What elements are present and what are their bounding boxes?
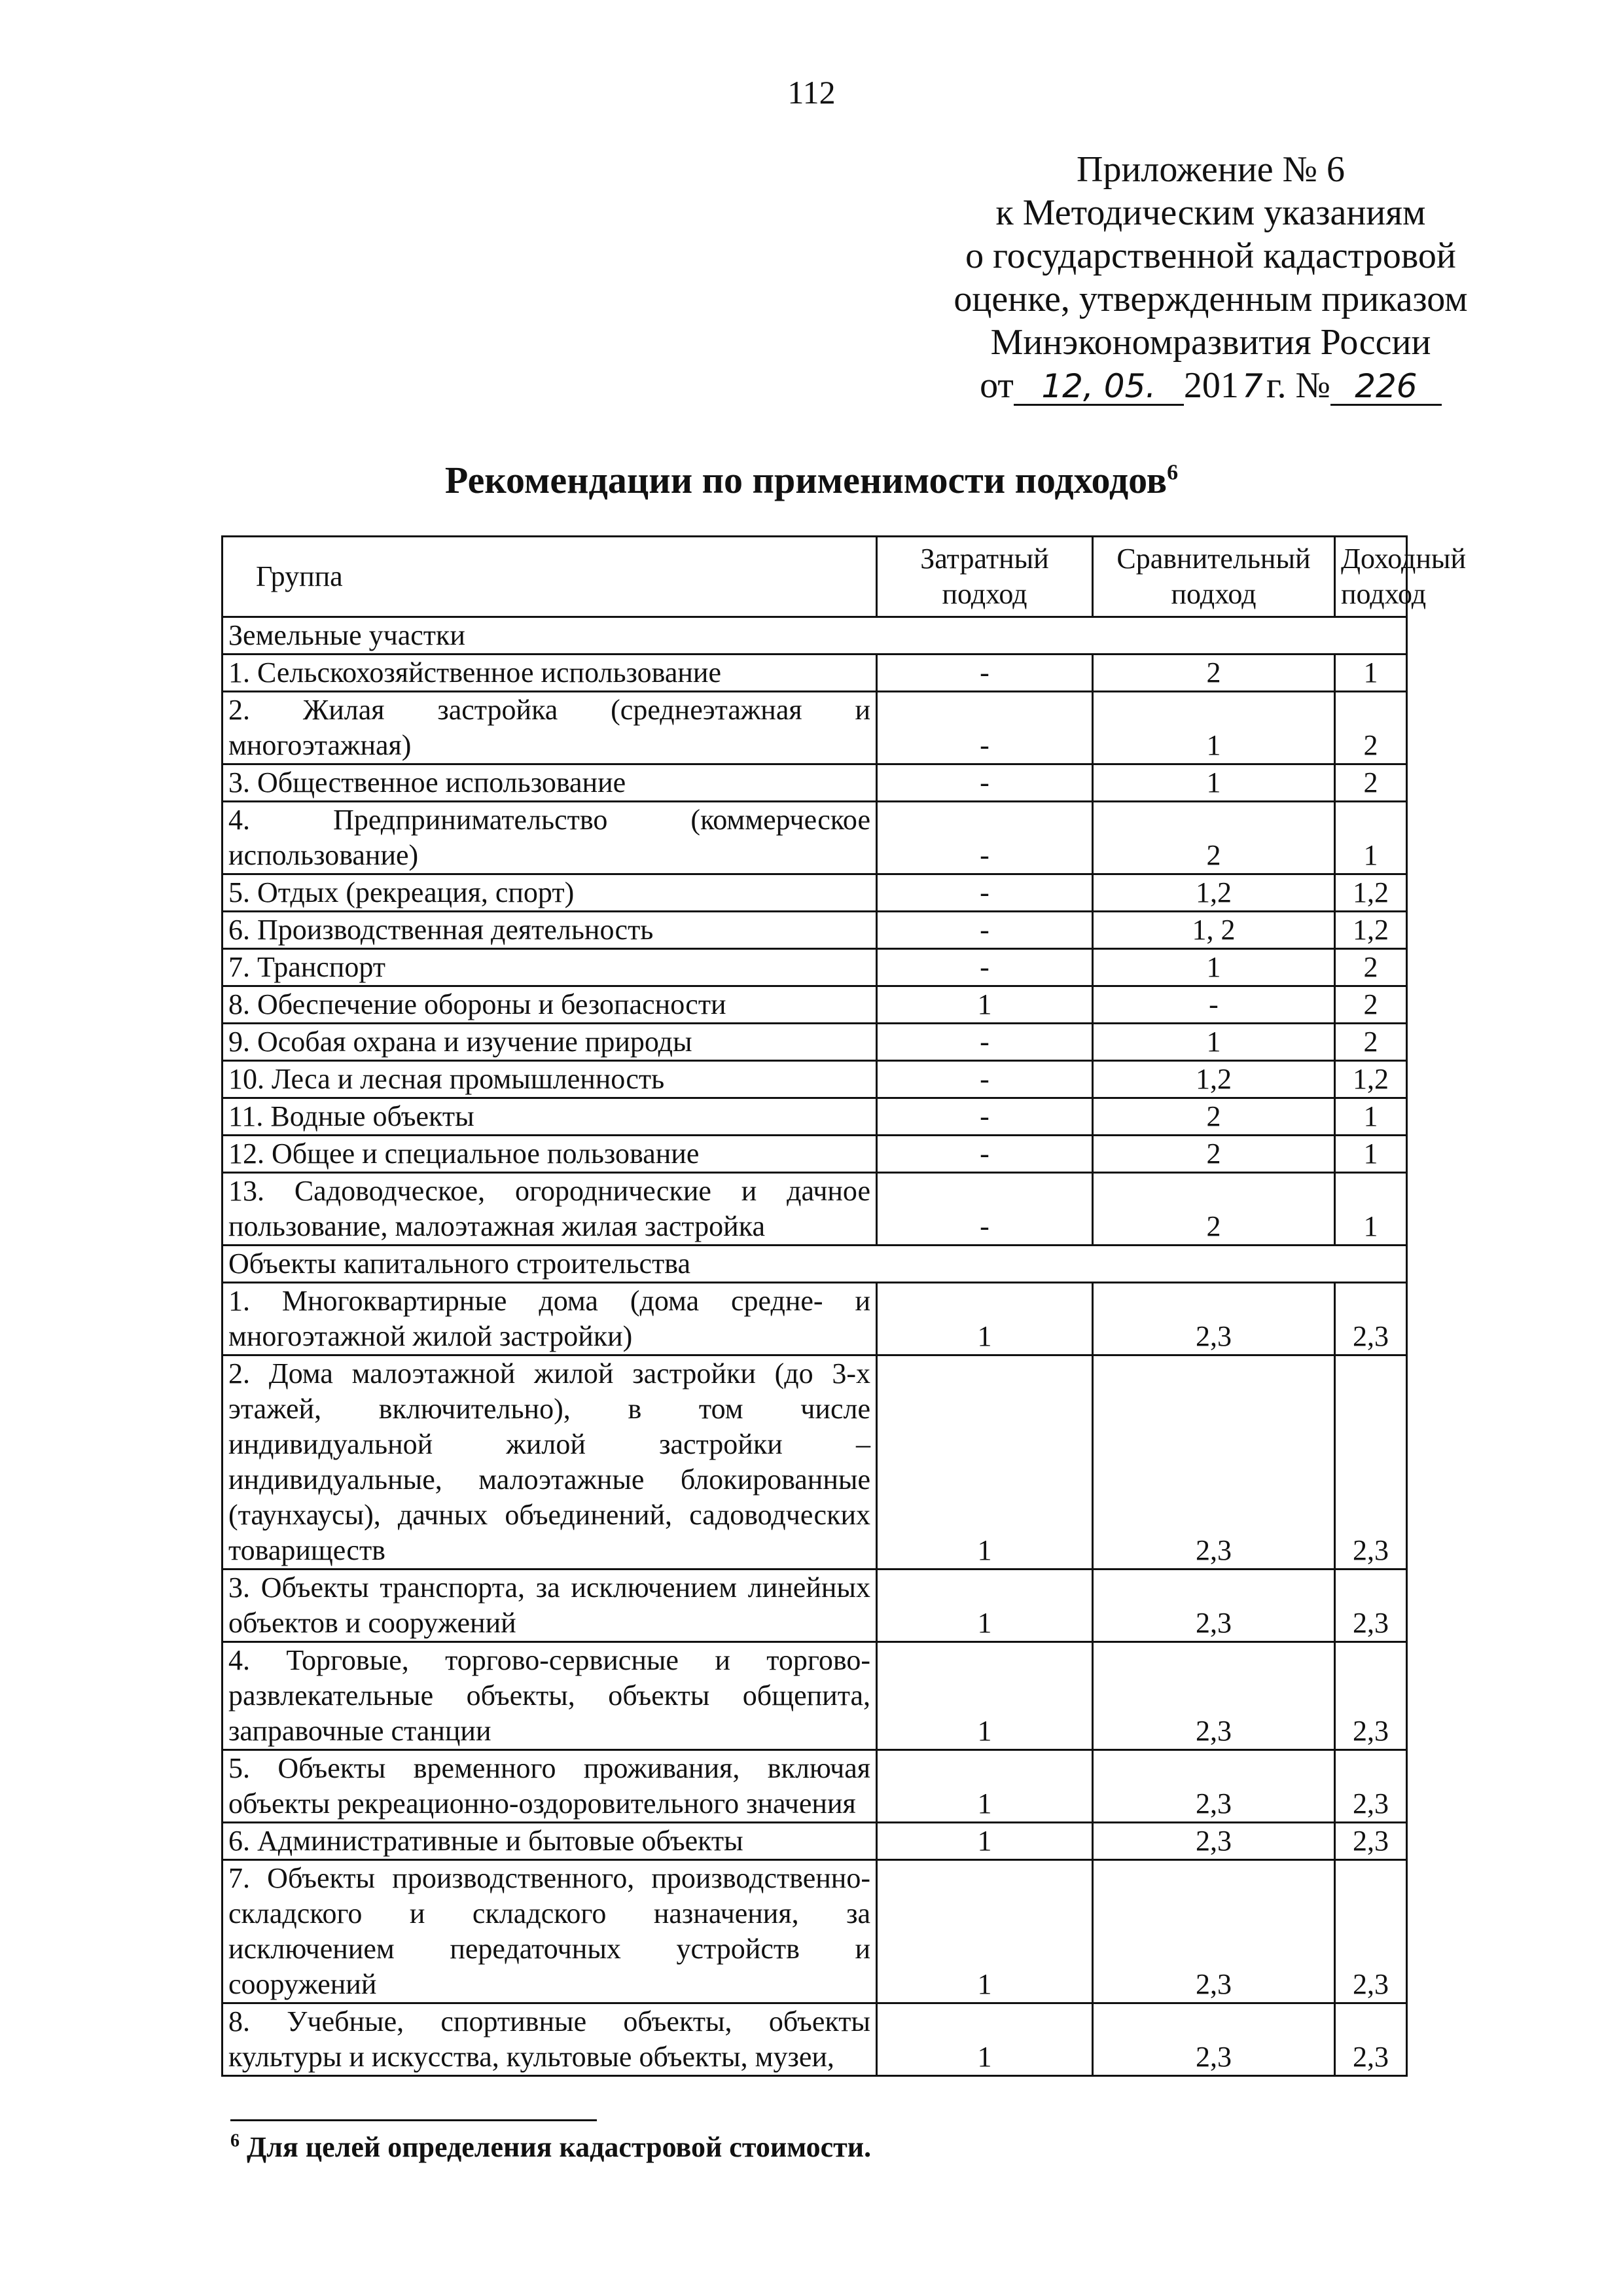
row-comparative-cell: 2,3: [1093, 1750, 1335, 1823]
handwritten-date: 12, 05.: [1014, 368, 1184, 406]
row-cost-cell: 1: [877, 1570, 1093, 1642]
table-row: [223, 1823, 1407, 1860]
row-cost-cell: -: [877, 1098, 1093, 1136]
table-row: [223, 2003, 1407, 2076]
row-cost-cell: -: [877, 912, 1093, 949]
appendix-line: Приложение № 6: [1077, 149, 1345, 190]
row-comparative-cell: 2,3: [1093, 1642, 1335, 1750]
row-comparative-cell: 2,3: [1093, 2003, 1335, 2076]
row-cost-cell: -: [877, 1136, 1093, 1173]
row-income-cell: 2: [1335, 1024, 1407, 1061]
footnote-divider: [230, 2119, 597, 2121]
footnote-text: Для целей определения кадастровой стоимости.: [247, 2131, 872, 2163]
row-cost-cell: -: [877, 949, 1093, 986]
row-income-cell: 1,2: [1335, 874, 1407, 912]
year-suffix: г. №: [1266, 365, 1330, 406]
table-row: [223, 1024, 1407, 1061]
table-row: [223, 764, 1407, 802]
table-header-row: [223, 537, 1407, 617]
row-comparative-cell: 1,2: [1093, 874, 1335, 912]
handwritten-year-digit: 7: [1241, 367, 1263, 405]
table-row: [223, 1642, 1407, 1750]
table-row: [223, 1061, 1407, 1098]
row-income-cell: 2: [1335, 986, 1407, 1024]
row-comparative-cell: -: [1093, 986, 1335, 1024]
row-cost-cell: -: [877, 1173, 1093, 1246]
row-income-cell: 2,3: [1335, 1823, 1407, 1860]
title-footnote-mark: 6: [1167, 460, 1179, 485]
section-row: [223, 1246, 1407, 1283]
row-cost-cell: -: [877, 874, 1093, 912]
row-comparative-cell: 2,3: [1093, 1355, 1335, 1570]
row-income-cell: 2,3: [1335, 1570, 1407, 1642]
table-row: [223, 1355, 1407, 1570]
row-income-cell: 2,3: [1335, 1642, 1407, 1750]
section-title: Объекты капитального строительства: [223, 1246, 1407, 1283]
row-group-cell: 5. Объекты временного проживания, включая объекты рекреационно-оздоровительного значения: [223, 1750, 877, 1823]
row-group-cell: 6. Производственная деятельность: [223, 912, 877, 949]
row-income-cell: 2: [1335, 692, 1407, 764]
row-comparative-cell: 1: [1093, 1024, 1335, 1061]
row-group-cell: 2. Жилая застройка (среднеэтажная и многоэтажная): [223, 692, 877, 764]
row-income-cell: 1,2: [1335, 1061, 1407, 1098]
row-income-cell: 2,3: [1335, 2003, 1407, 2076]
row-comparative-cell: 2,3: [1093, 1283, 1335, 1355]
row-cost-cell: 1: [877, 1823, 1093, 1860]
table-row: [223, 1570, 1407, 1642]
header-comparative-approach: Сравнительный подход: [1093, 537, 1335, 617]
row-cost-cell: -: [877, 692, 1093, 764]
appendix-block: [877, 148, 1544, 407]
row-income-cell: 2,3: [1335, 1283, 1407, 1355]
appendix-line: о государственной кадастровой: [965, 236, 1456, 276]
row-group-cell: 8. Учебные, спортивные объекты, объекты культуры и искусства, культовые объекты, музеи,: [223, 2003, 877, 2076]
table-row: [223, 692, 1407, 764]
row-income-cell: 2,3: [1335, 1355, 1407, 1570]
row-income-cell: 2,3: [1335, 1860, 1407, 2003]
order-date-line: [877, 364, 1544, 407]
row-group-cell: 4. Предпринимательство (коммерческое использование): [223, 802, 877, 874]
row-group-cell: 1. Многоквартирные дома (дома средне- и многоэтажной жилой застройки): [223, 1283, 877, 1355]
row-group-cell: 3. Общественное использование: [223, 764, 877, 802]
footnote: [230, 2130, 871, 2164]
row-comparative-cell: 2,3: [1093, 1860, 1335, 2003]
row-income-cell: 1: [1335, 1173, 1407, 1246]
header-cost-approach: Затратный подход: [877, 537, 1093, 617]
row-group-cell: 3. Объекты транспорта, за исключением линейных объектов и сооружений: [223, 1570, 877, 1642]
row-comparative-cell: 2,3: [1093, 1570, 1335, 1642]
row-comparative-cell: 2: [1093, 1098, 1335, 1136]
table-row: [223, 802, 1407, 874]
row-cost-cell: 1: [877, 1750, 1093, 1823]
row-group-cell: 6. Административные и бытовые объекты: [223, 1823, 877, 1860]
table-row: [223, 874, 1407, 912]
table-row: [223, 1750, 1407, 1823]
row-income-cell: 2: [1335, 764, 1407, 802]
row-comparative-cell: 2: [1093, 1173, 1335, 1246]
appendix-line: оценке, утвержденным приказом: [954, 279, 1468, 319]
date-prefix: от: [980, 365, 1014, 406]
table-row: [223, 1098, 1407, 1136]
row-comparative-cell: 1, 2: [1093, 912, 1335, 949]
year-prefix: 201: [1183, 365, 1239, 406]
row-cost-cell: -: [877, 1024, 1093, 1061]
row-income-cell: 1: [1335, 1136, 1407, 1173]
row-cost-cell: 1: [877, 1860, 1093, 2003]
row-comparative-cell: 1,2: [1093, 1061, 1335, 1098]
row-group-cell: 10. Леса и лесная промышленность: [223, 1061, 877, 1098]
page-number: 112: [787, 74, 836, 111]
appendix-line: Минэкономразвития России: [990, 322, 1431, 363]
document-title: Рекомендации по применимости подходов$^6$: [444, 459, 1179, 501]
table-row: [223, 912, 1407, 949]
row-group-cell: 13. Садоводческое, огороднические и дачное пользование, малоэтажная жилая застройка: [223, 1173, 877, 1246]
section-row: [223, 617, 1407, 655]
table-row: [223, 1860, 1407, 2003]
row-cost-cell: 1: [877, 986, 1093, 1024]
row-comparative-cell: 2: [1093, 655, 1335, 692]
row-comparative-cell: 2: [1093, 1136, 1335, 1173]
table-row: [223, 949, 1407, 986]
row-income-cell: 2: [1335, 949, 1407, 986]
approaches-table: [221, 535, 1467, 2077]
row-group-cell: 8. Обеспечение обороны и безопасности: [223, 986, 877, 1024]
row-group-cell: 1. Сельскохозяйственное использование: [223, 655, 877, 692]
table-row: [223, 986, 1407, 1024]
row-group-cell: 2. Дома малоэтажной жилой застройки (до 3-х этажей, включительно), в том числе индивидуальной жилой застройки – индивидуальные, малоэтажные блокированные (таунхаусы), дачных объединений, садоводческих товариществ: [223, 1355, 877, 1570]
row-cost-cell: -: [877, 655, 1093, 692]
row-cost-cell: -: [877, 764, 1093, 802]
row-cost-cell: 1: [877, 1642, 1093, 1750]
row-comparative-cell: 2: [1093, 802, 1335, 874]
header-group: Группа: [223, 537, 877, 617]
row-group-cell: 5. Отдых (рекреация, спорт): [223, 874, 877, 912]
row-income-cell: 1: [1335, 1098, 1407, 1136]
row-group-cell: 11. Водные объекты: [223, 1098, 877, 1136]
header-income-approach: Доходный подход: [1335, 537, 1407, 617]
row-cost-cell: 1: [877, 1283, 1093, 1355]
row-comparative-cell: 2,3: [1093, 1823, 1335, 1860]
row-comparative-cell: 1: [1093, 692, 1335, 764]
row-income-cell: 2,3: [1335, 1750, 1407, 1823]
row-group-cell: 7. Объекты производственного, производственно-складского и складского назначения, за исключением передаточных устройств и сооружений: [223, 1860, 877, 2003]
row-group-cell: 9. Особая охрана и изучение природы: [223, 1024, 877, 1061]
row-income-cell: 1: [1335, 655, 1407, 692]
row-group-cell: 4. Торговые, торгово-сервисные и торгово-развлекательные объекты, объекты общепита, заправочные станции: [223, 1642, 877, 1750]
row-comparative-cell: 1: [1093, 949, 1335, 986]
table-row: [223, 1283, 1407, 1355]
appendix-line: к Методическим указаниям: [995, 192, 1426, 233]
row-income-cell: 1: [1335, 802, 1407, 874]
row-income-cell: 1,2: [1335, 912, 1407, 949]
row-group-cell: 7. Транспорт: [223, 949, 877, 986]
row-cost-cell: -: [877, 802, 1093, 874]
row-cost-cell: -: [877, 1061, 1093, 1098]
table-row: [223, 1173, 1407, 1246]
handwritten-order-number: 226: [1330, 368, 1442, 406]
table-row: [223, 655, 1407, 692]
row-cost-cell: 1: [877, 2003, 1093, 2076]
section-title: Земельные участки: [223, 617, 1407, 655]
table-row: [223, 1136, 1407, 1173]
row-cost-cell: 1: [877, 1355, 1093, 1570]
footnote-mark: 6: [230, 2130, 240, 2151]
row-group-cell: 12. Общее и специальное пользование: [223, 1136, 877, 1173]
row-comparative-cell: 1: [1093, 764, 1335, 802]
